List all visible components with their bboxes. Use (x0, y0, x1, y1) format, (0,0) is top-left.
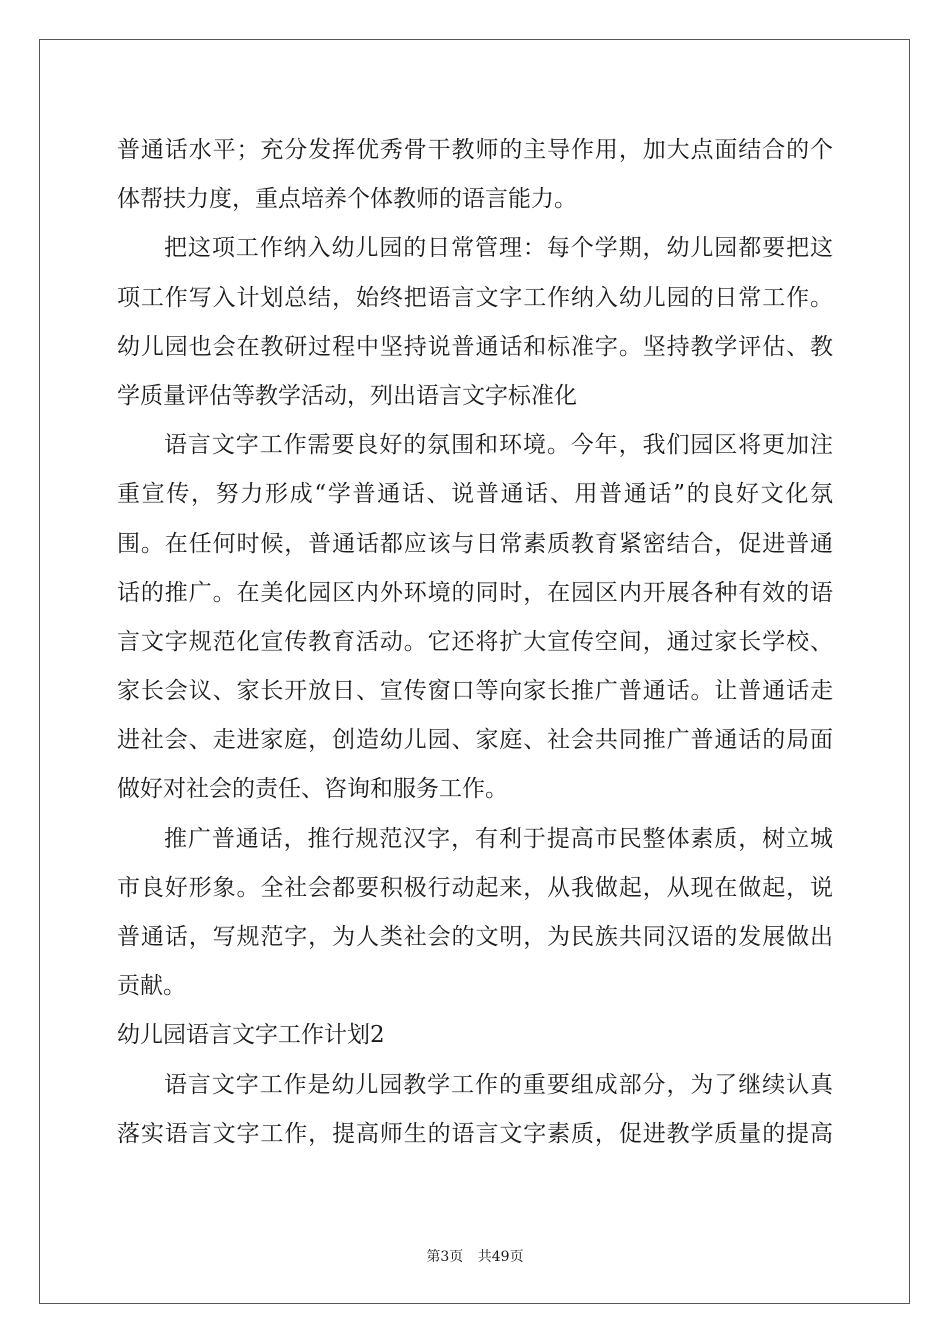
text-line: 围。在任何时候，普通话都应该与日常素质教育紧密结合，促进普通 (117, 530, 833, 557)
paragraph (117, 126, 833, 224)
text-line: 把这项工作纳入幼儿园的日常管理：每个学期，幼儿园都要把这 (164, 235, 833, 262)
page-total: 共49页 (477, 1249, 524, 1265)
page-footer (0, 1246, 950, 1266)
text-line: 重宣传，努力形成“学普通话、说普通话、用普通话”的良好文化氛 (117, 481, 833, 508)
text-line: 项工作写入计划总结，始终把语言文字工作纳入幼儿园的日常工作。 (117, 284, 833, 311)
text-line: 市良好形象。全社会都要积极行动起来，从我做起，从现在做起，说 (117, 874, 833, 901)
text-line: 做好对社会的责任、咨询和服务工作。 (117, 776, 508, 803)
section-heading: 幼儿园语言文字工作计划2 (117, 1022, 385, 1049)
text-line: 学质量评估等教学活动，列出语言文字标准化 (117, 382, 577, 409)
text-line: 推广普通话，推行规范汉字，有利于提高市民整体素质，树立城 (164, 825, 833, 852)
text-line: 语言文字工作需要良好的氛围和环境。今年，我们园区将更加注 (164, 432, 833, 459)
text-line: 落实语言文字工作，提高师生的语言文字素质，促进教学质量的提高 (117, 1120, 833, 1147)
paragraph (117, 224, 833, 421)
text-line: 话的推广。在美化园区内外环境的同时，在园区内开展各种有效的语 (117, 579, 833, 606)
text-line: 家长会议、家长开放日、宣传窗口等向家长推广普通话。让普通话走 (117, 678, 833, 705)
text-line: 贡献。 (117, 973, 186, 1000)
text-line: 幼儿园也会在教研过程中坚持说普通话和标准字。坚持教学评估、教 (117, 333, 833, 360)
page-number: 第3页 (426, 1249, 464, 1265)
text-line: 普通话，写规范字，为人类社会的文明，为民族共同汉语的发展做出 (117, 924, 833, 950)
text-line: 普通话水平；充分发挥优秀骨干教师的主导作用，加大点面结合的个 (117, 137, 833, 163)
text-line: 体帮扶力度，重点培养个体教师的语言能力。 (117, 186, 577, 213)
document-body (117, 126, 833, 1159)
paragraph (117, 815, 833, 1012)
text-line: 语言文字工作是幼儿园教学工作的重要组成部分，为了继续认真 (164, 1071, 833, 1098)
text-line: 言文字规范化宣传教育活动。它还将扩大宣传空间，通过家长学校、 (117, 628, 833, 655)
paragraph (117, 1061, 833, 1159)
text-line: 进社会、走进家庭，创造幼儿园、家庭、社会共同推广普通话的局面 (117, 727, 833, 754)
paragraph (117, 421, 833, 815)
